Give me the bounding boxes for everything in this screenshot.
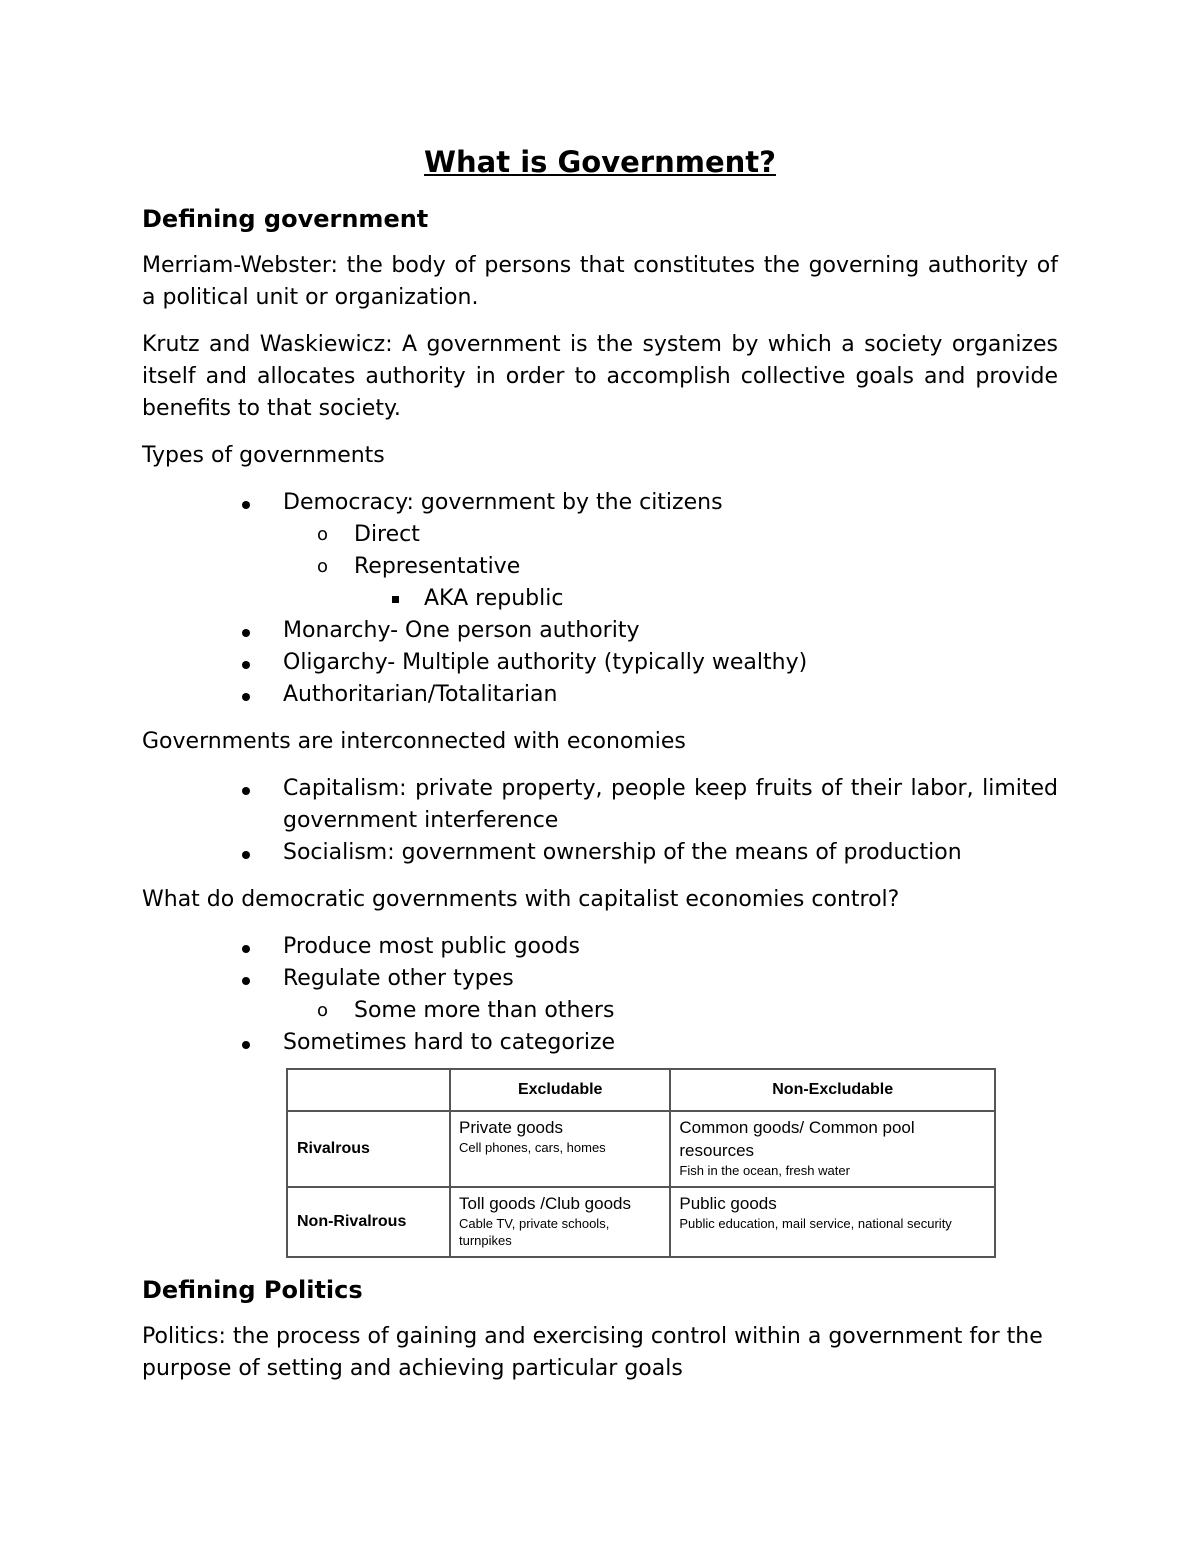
cell-title: Toll goods /Club goods — [459, 1194, 632, 1213]
table-cell-private-goods — [450, 1111, 670, 1187]
definition-merriam-webster: Merriam-Webster: the body of persons that constitutes the governing authority of a political unit or organization. — [142, 253, 1058, 310]
list-item — [142, 647, 1058, 679]
hollow-circle-bullet-icon: o — [317, 556, 329, 577]
list-item-text: Monarchy- One person authority — [283, 618, 640, 643]
list-item-text: Regulate other types — [283, 966, 514, 991]
column-header-non-excludable: Non-Excludable — [670, 1069, 995, 1111]
list-item-text: Capitalism: private property, people keep fruits of their labor, limited government interference — [283, 776, 1058, 833]
cell-examples: Cable TV, private schools, turnpikes — [459, 1216, 610, 1248]
document-page — [142, 140, 1058, 1381]
table-cell-public-goods — [670, 1187, 995, 1257]
cell-examples: Fish in the ocean, fresh water — [679, 1163, 850, 1178]
hollow-circle-bullet-icon: o — [317, 524, 329, 545]
politics-section — [142, 1273, 1058, 1400]
types-of-governments-label: Types of governments — [142, 443, 385, 468]
hollow-circle-bullet-icon: o — [317, 1000, 329, 1021]
list-item — [142, 551, 1058, 583]
bullet-icon — [242, 1027, 262, 1059]
cell-examples: Public education, mail service, national security — [679, 1216, 952, 1231]
page-title: What is Government? — [424, 145, 776, 179]
column-header-excludable: Excludable — [450, 1069, 670, 1111]
bullet-icon — [242, 773, 262, 805]
list-item-text: Democracy: government by the citizens — [283, 490, 723, 515]
politics-definition: Politics: the process of gaining and exercising control within a government for the purpose of setting and achieving particular goals — [142, 1324, 1043, 1381]
cell-title: Private goods — [459, 1118, 563, 1137]
cell-title: Public goods — [679, 1194, 777, 1213]
list-item — [142, 615, 1058, 647]
cell-title: Common goods/ Common pool resources — [679, 1118, 915, 1160]
bullet-icon — [242, 615, 262, 647]
economies-label: Governments are interconnected with economies — [142, 729, 686, 754]
list-item — [142, 519, 1058, 551]
list-item-text: Authoritarian/Totalitarian — [283, 682, 558, 707]
list-item-text: Some more than others — [354, 998, 615, 1023]
table-row — [287, 1111, 995, 1187]
list-item-text: AKA republic — [424, 586, 564, 611]
bullet-icon — [242, 931, 262, 963]
types-of-governments-list — [142, 487, 1058, 711]
bullet-icon — [242, 679, 262, 711]
cell-examples: Cell phones, cars, homes — [459, 1140, 606, 1155]
list-item — [142, 679, 1058, 711]
bullet-icon — [242, 963, 262, 995]
table-header-row — [287, 1069, 995, 1111]
economies-list — [142, 773, 1058, 869]
list-item — [142, 995, 1058, 1027]
row-header-rivalrous: Rivalrous — [287, 1111, 450, 1187]
list-item — [142, 583, 1058, 615]
list-item — [142, 837, 1058, 869]
list-item-text: Sometimes hard to categorize — [283, 1030, 616, 1055]
definition-krutz-waskiewicz: Krutz and Waskiewicz: A government is the system by which a society organizes itself and allocates authority in order to accomplish collective goals and provide benefits to that society. — [142, 332, 1058, 421]
square-bullet-icon — [392, 583, 412, 615]
table-cell-common-goods — [670, 1111, 995, 1187]
list-item-text: Socialism: government ownership of the means of production — [283, 840, 962, 865]
list-item — [142, 963, 1058, 995]
list-item-text: Direct — [354, 522, 420, 547]
table-cell-toll-goods — [450, 1187, 670, 1257]
bullet-icon — [242, 837, 262, 869]
list-item — [142, 931, 1058, 963]
list-item — [142, 773, 1058, 837]
list-item-text: Representative — [354, 554, 521, 579]
table-corner-cell — [287, 1069, 450, 1111]
list-item-text: Oligarchy- Multiple authority (typically wealthy) — [283, 650, 808, 675]
bullet-icon — [242, 487, 262, 519]
list-item — [142, 1027, 1058, 1059]
table-row — [287, 1187, 995, 1257]
bullet-icon — [242, 647, 262, 679]
section-heading-defining-politics: Defining Politics — [142, 1276, 363, 1304]
control-list — [142, 931, 1058, 1059]
control-question: What do democratic governments with capitalist economies control? — [142, 887, 900, 912]
row-header-non-rivalrous: Non-Rivalrous — [287, 1187, 450, 1257]
section-heading-defining-government: Defining government — [142, 205, 429, 233]
list-item-text: Produce most public goods — [283, 934, 580, 959]
goods-classification-table — [286, 1068, 996, 1258]
list-item — [142, 487, 1058, 519]
